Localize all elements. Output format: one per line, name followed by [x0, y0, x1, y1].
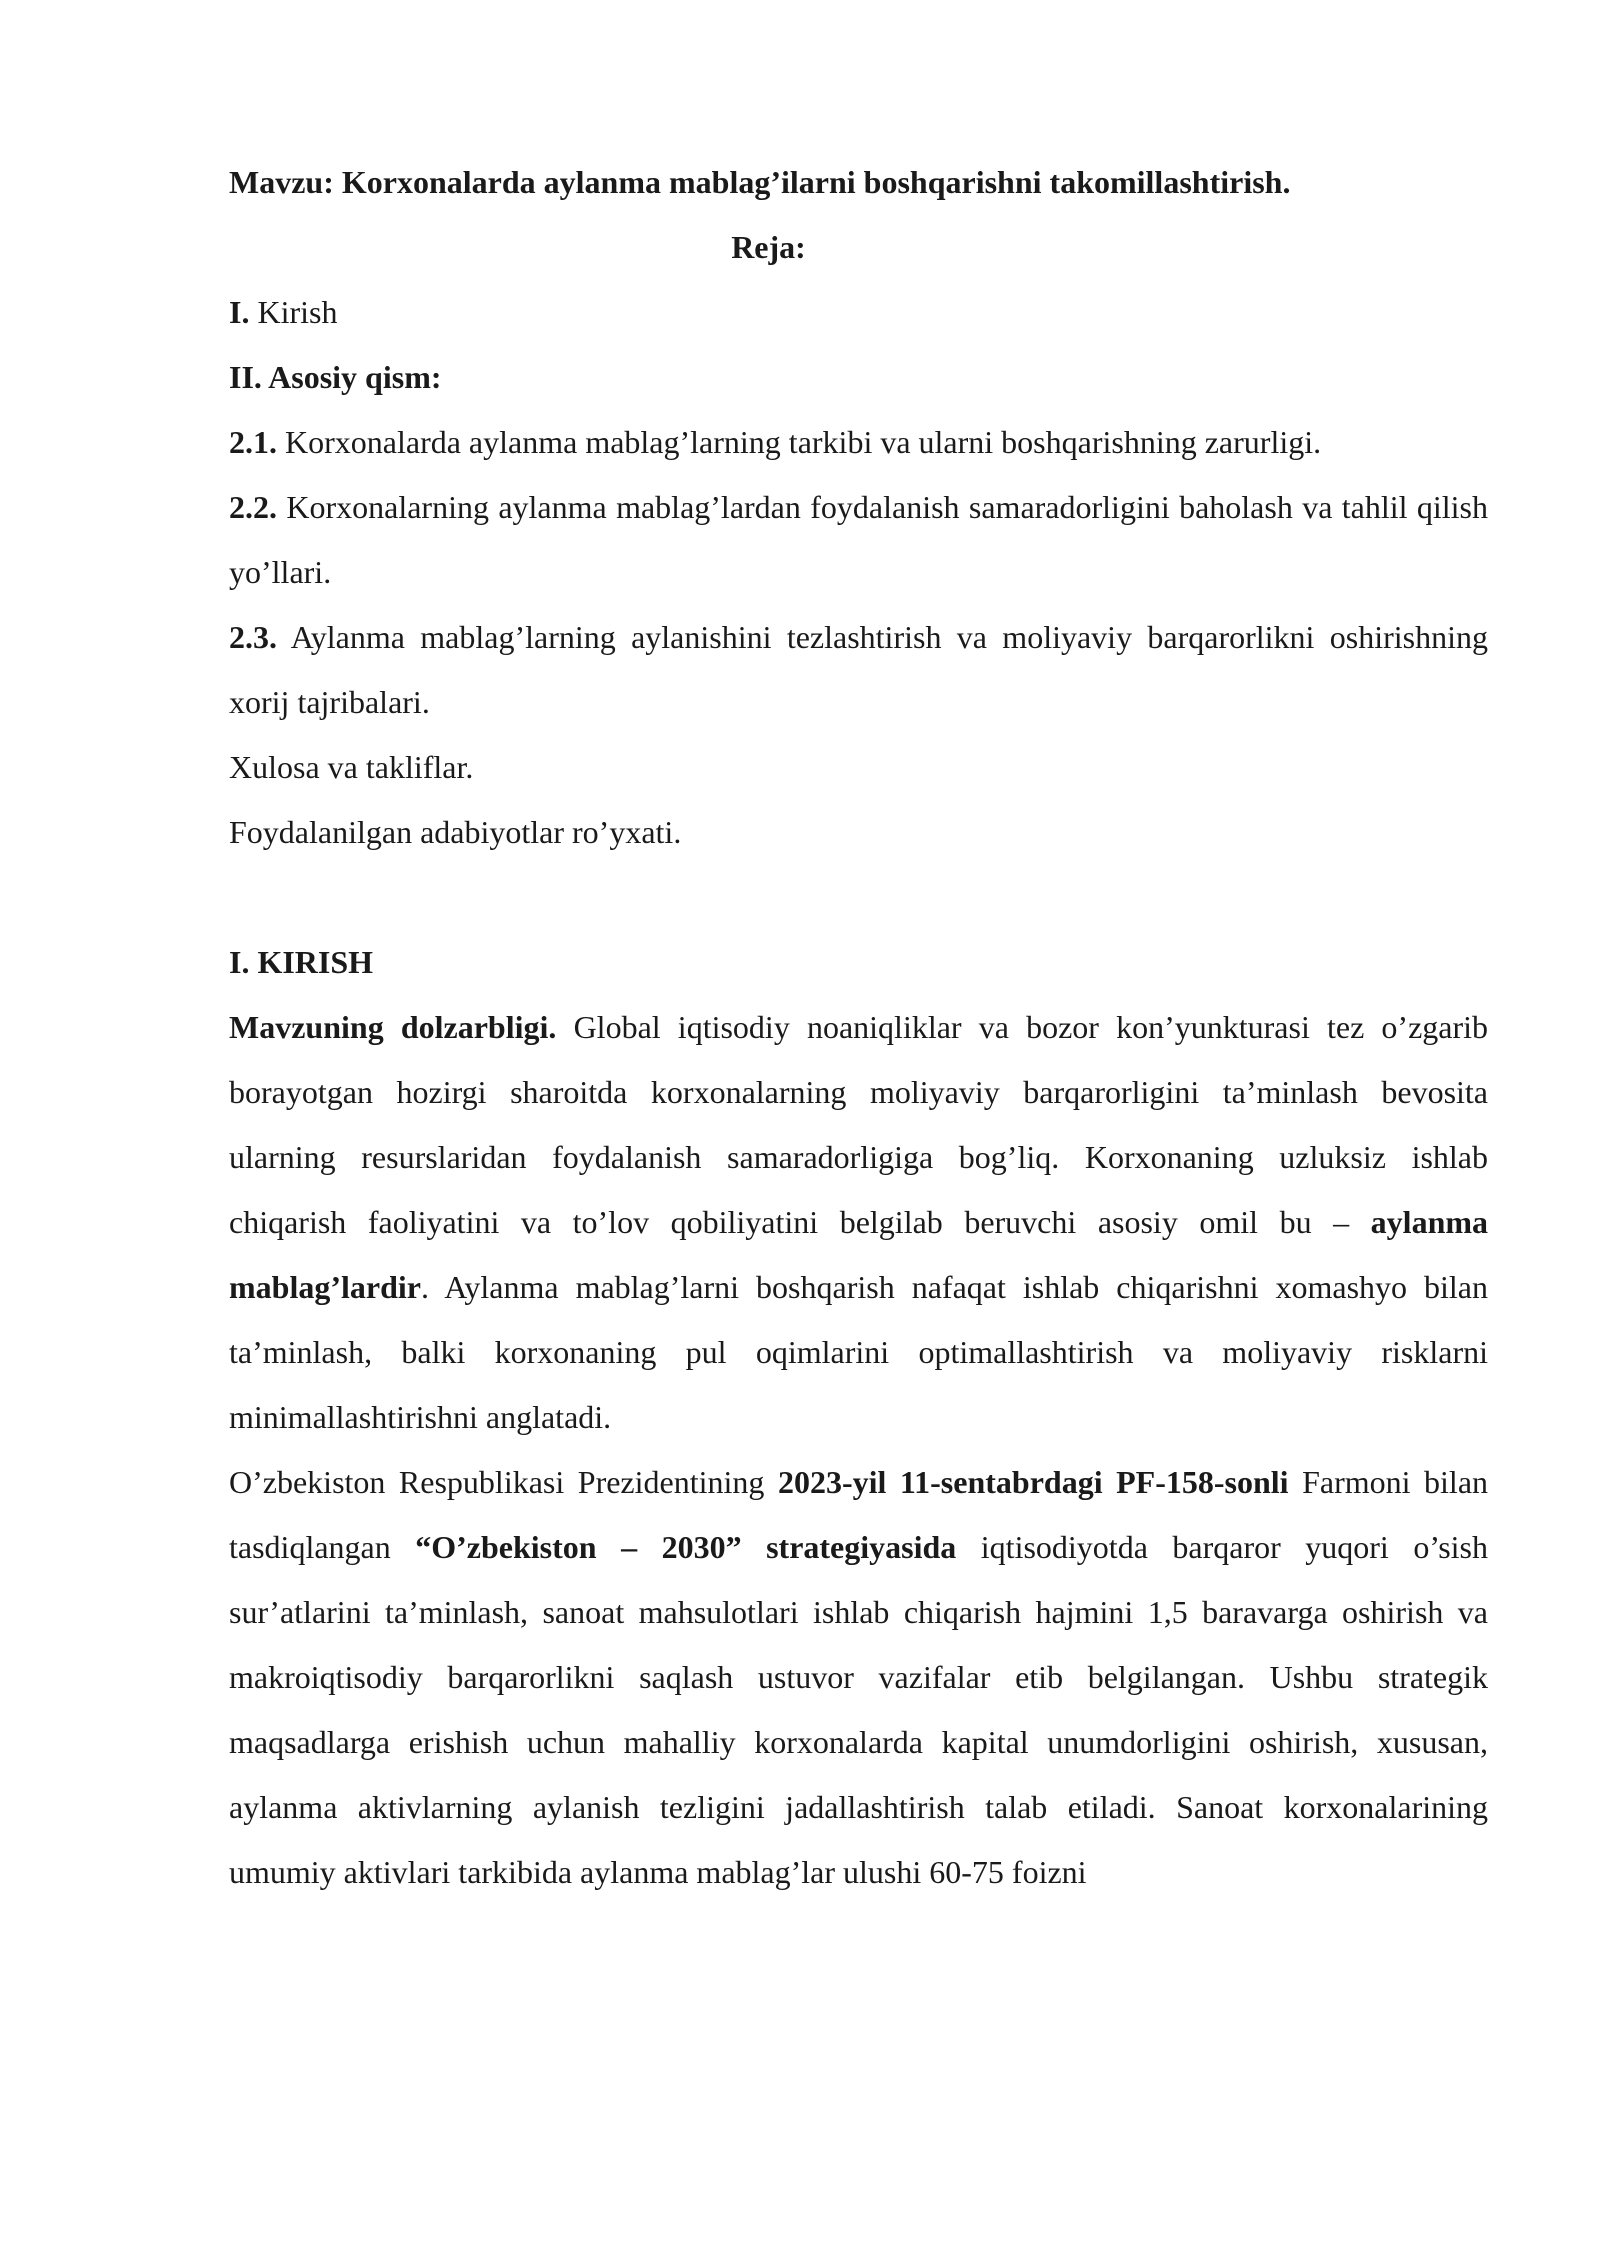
plan-item-1-number: I. [229, 294, 250, 330]
plan-references: Foydalanilgan adabiyotlar ro’yxati. [229, 814, 682, 850]
plan-item-2-3 [229, 605, 1488, 735]
plan-item-2-1-number: 2.1. [229, 424, 277, 460]
intro-paragraph-2-decree: 2023-yil 11-sentabrdagi PF-158-sonli [777, 1464, 1289, 1500]
plan-item-2-2-text: Korxonalarning aylanma mablag’lardan foydalanish samaradorligini baholash va tahlil qilish yo’llari. [229, 489, 1488, 590]
plan-item-1-text: Kirish [257, 294, 338, 330]
intro-paragraph-2: O’zbekiston Respublikasi Prezidentining 2023-yil 11-sentabrdagi PF-158-sonli Farmoni bilan tasdiqlangan “O’zbekiston – 2030” strategiyasida iqtisodiyotda barqaror yuqori o’sish sur’atlarini ta’minlash, sanoat mahsulotlari ishlab chiqarish hajmini 1,5 baravarga oshirish va makroiqtisodiy barqarorlikni saqlash ustuvor vazifalar etib belgilangan. Ushbu strategik maqsadlarga erishish uchun mahalliy korxonalarda kapital unumdorligini oshirish, xususan, aylanma aktivlarning aylanish tezligini jadallashtirish talab etiladi. Sanoat korxonalarining umumiy aktivlari tarkibida aylanma mablag’lar ulushi 60-75 foizni [229, 1464, 1489, 1890]
plan-item-2: II. Asosiy qism: [229, 359, 442, 395]
plan-item-2-2-number: 2.2. [229, 489, 277, 525]
plan-conclusion: Xulosa va takliflar. [229, 749, 474, 785]
intro-paragraph-2-strategy: “O’zbekiston – 2030” strategiyasida [415, 1529, 957, 1565]
intro-paragraph-1: Mavzuning dolzarbligi. Global iqtisodiy noaniqliklar va bozor kon’yunkturasi tez o’zgarib borayotgan hozirgi sharoitda korxonalarning moliyaviy barqarorligini ta’minlash bevosita ularning resurslaridan foydalanish samaradorligiga bog’liq. Korxonaning uzluksiz ishlab chiqarish faoliyatini va to’lov qobiliyatini belgilab beruvchi asosiy omil bu – aylanma mablag’lardir. Aylanma mablag’larni boshqarish nafaqat ishlab chiqarishni xomashyo bilan ta’minlash, balki korxonaning pul oqimlarini optimallashtirish va moliyaviy risklarni minimallashtirishni anglatadi. [229, 1009, 1489, 1435]
plan-item-2-2 [229, 475, 1488, 605]
plan-item-1 [229, 280, 1488, 345]
plan-item-2-1-text: Korxonalarda aylanma mablag’larning tarkibi va ularni boshqarishning zarurligi. [285, 424, 1322, 460]
intro-paragraph-1-lead: Mavzuning dolzarbligi. [229, 1009, 557, 1045]
section-gap [229, 865, 1488, 930]
plan-heading: Reja: [731, 229, 806, 265]
intro-heading: I. KIRISH [229, 944, 374, 980]
plan-item-2-1 [229, 410, 1488, 475]
document-page [229, 150, 1488, 1905]
document-title: Mavzu: Korxonalarda aylanma mablag’ilarni boshqarishni takomillashtirish. [229, 164, 1291, 200]
intro-paragraph-1-emphasis: aylanma mablag’lardir [229, 1204, 1489, 1305]
plan-item-2-3-text: Aylanma mablag’larning aylanishini tezlashtirish va moliyaviy barqarorlikni oshirishning xorij tajribalari. [229, 619, 1488, 720]
plan-item-2-3-number: 2.3. [229, 619, 277, 655]
